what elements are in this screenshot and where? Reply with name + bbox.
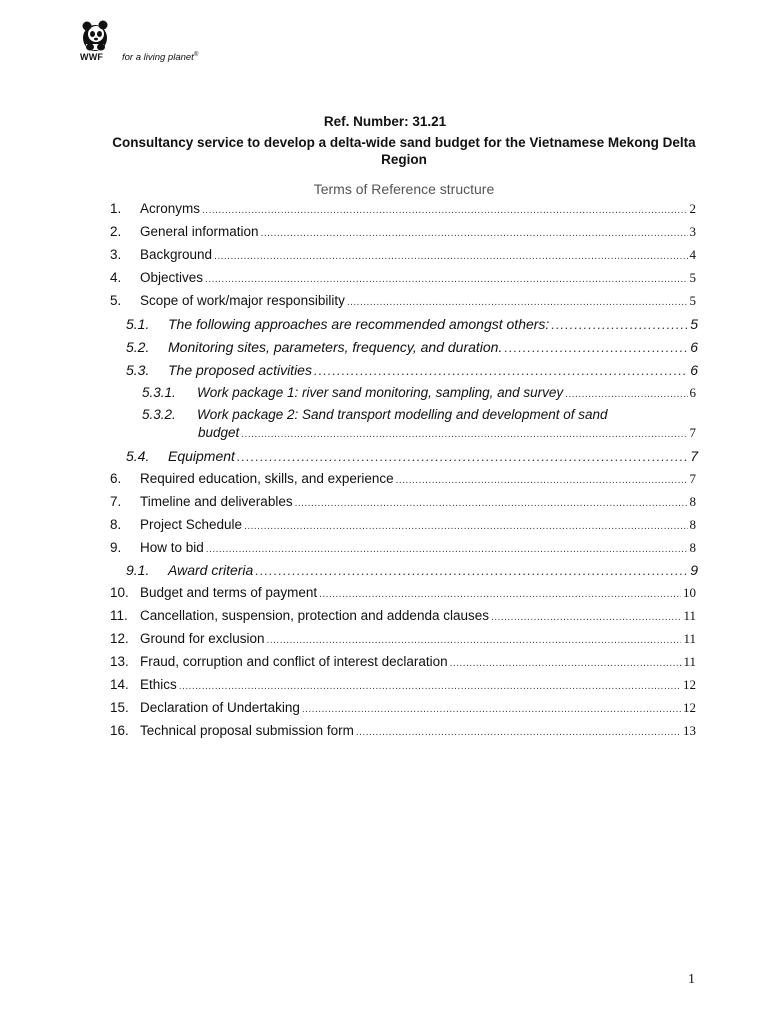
- document-title: Consultancy service to develop a delta-wide sand budget for the Vietnamese Mekong Delta Region: [112, 135, 696, 167]
- toc-entry-label: General information: [140, 224, 259, 239]
- toc-entry-label: The following approaches are recommended amongst others:: [168, 316, 550, 332]
- ref-number: Ref. Number: 31.21: [323, 114, 447, 129]
- toc-entry[interactable]: 9.1. Award criteria ..... 9: [126, 562, 698, 578]
- toc-entry[interactable]: 7. Timeline and deliverables ..... 8: [110, 494, 696, 510]
- tagline: for a living planet®: [122, 52, 199, 64]
- toc-entry-label: Timeline and deliverables: [140, 494, 293, 509]
- toc-entry-label: Objectives: [140, 270, 204, 285]
- toc-entry-label: The proposed activities: [168, 362, 312, 378]
- toc-entry[interactable]: 5. Scope of work/major responsibility ..... 5: [110, 293, 696, 309]
- toc-entry-page: 7: [689, 471, 696, 486]
- toc-entry[interactable]: 10. Budget and terms of payment ..... 10: [110, 585, 696, 601]
- toc-entry[interactable]: 5.3.2. Work package 2: Sand transport modelling and development of sand: [142, 407, 608, 422]
- toc-entry-label: Budget and terms of payment: [140, 585, 318, 600]
- toc-entry-label: Award criteria: [168, 562, 254, 578]
- toc-entry-label: How to bid: [140, 540, 204, 555]
- toc-entry-label: Acronyms: [140, 201, 201, 216]
- panda-icon: [80, 20, 110, 52]
- toc-entry-page: 4: [689, 247, 696, 262]
- toc-entry-page: 7: [690, 448, 698, 464]
- toc-entry[interactable]: 5.2. Monitoring sites, parameters, frequency, and duration. ..... 6: [126, 339, 698, 355]
- toc-entry[interactable]: 4. Objectives ..... 5: [110, 270, 696, 286]
- toc-entry-page: 11: [683, 608, 696, 623]
- toc-entry-label: Scope of work/major responsibility: [140, 293, 345, 308]
- toc-entry-label: Project Schedule: [140, 517, 243, 532]
- toc-entry-page: 6: [690, 362, 698, 378]
- toc-entry-label: budget: [198, 425, 240, 440]
- toc-entry[interactable]: 13. Fraud, corruption and conflict of interest declaration ..... 11: [110, 654, 696, 670]
- wwf-logo: [80, 20, 220, 66]
- toc-heading: Terms of Reference structure: [313, 181, 495, 197]
- toc-entry[interactable]: 14. Ethics ..... 12: [110, 677, 696, 693]
- toc-entry-label: Ethics: [140, 677, 177, 692]
- toc-entry[interactable]: 5.3. The proposed activities ..... 6: [126, 362, 698, 378]
- toc-entry-label: Work package 2: Sand transport modelling and development of sand: [197, 407, 608, 422]
- toc-entry[interactable]: 5.4. Equipment ..... 7: [126, 448, 698, 464]
- toc-entry[interactable]: 1. Acronyms ..... 2: [110, 201, 696, 217]
- toc-entry[interactable]: 3. Background ..... 4: [110, 247, 696, 263]
- toc-entry-page: 9: [690, 562, 698, 578]
- toc-entry-label: Required education, skills, and experience: [140, 471, 394, 486]
- toc-entry[interactable]: 6. Required education, skills, and experience ..... 7: [110, 471, 696, 487]
- toc-entry-label: Technical proposal submission form: [140, 723, 354, 738]
- toc-entry-label: Cancellation, suspension, protection and addenda clauses: [140, 608, 489, 623]
- toc-entry[interactable]: 16. Technical proposal submission form ..... 13: [110, 723, 696, 739]
- toc-entry-page: 3: [689, 224, 696, 239]
- toc-entry[interactable]: 15. Declaration of Undertaking ..... 12: [110, 700, 696, 716]
- toc-entry-page: 12: [683, 677, 696, 692]
- toc-entry-page: 6: [689, 385, 696, 400]
- toc-entry-page: 11: [683, 654, 696, 669]
- toc-entry-page: 11: [683, 631, 696, 646]
- toc-entry-label: Declaration of Undertaking: [140, 700, 300, 715]
- toc-entry[interactable]: 5.3.1. Work package 1: river sand monitoring, sampling, and survey ..... 6: [142, 385, 696, 401]
- toc-entry-page: 5: [690, 316, 698, 332]
- toc-entry-label: Equipment: [168, 448, 235, 464]
- toc-entry-label: Ground for exclusion: [140, 631, 265, 646]
- toc-entry[interactable]: 5.1. The following approaches are recommended amongst others: ..... 5: [126, 316, 698, 332]
- toc-entry-label: Monitoring sites, parameters, frequency, and duration.: [168, 339, 503, 355]
- toc-entry[interactable]: 12. Ground for exclusion ..... 11: [110, 631, 696, 647]
- toc-entry-label: Work package 1: river sand monitoring, sampling, and survey: [197, 385, 564, 400]
- toc-entry-page: 7: [689, 425, 696, 440]
- toc-entry[interactable]: 2. General information ..... 3: [110, 224, 696, 240]
- toc-entry-page: 8: [689, 540, 696, 555]
- brand-name: WWF: [80, 52, 104, 62]
- toc-entry[interactable]: 11. Cancellation, suspension, protection and addenda clauses ..... 11: [110, 608, 696, 624]
- toc-entry-page: 5: [689, 270, 696, 285]
- toc-entry-page: 13: [683, 723, 696, 738]
- toc-entry-label: Fraud, corruption and conflict of interest declaration: [140, 654, 448, 669]
- toc-entry-page: 2: [689, 201, 696, 216]
- toc-entry[interactable]: 9. How to bid ..... 8: [110, 540, 696, 556]
- page-number: 1: [688, 972, 695, 987]
- toc-entry-page: 8: [689, 494, 696, 509]
- toc-entry-page: 8: [689, 517, 696, 532]
- toc-entry-page: 5: [689, 293, 696, 308]
- toc-entry[interactable]: 8. Project Schedule ..... 8: [110, 517, 696, 533]
- toc-entry-continuation[interactable]: [198, 425, 696, 441]
- toc-entry-page: 6: [690, 339, 698, 355]
- toc-entry-label: Background: [140, 247, 213, 262]
- toc-entry-page: 12: [683, 700, 696, 715]
- toc-entry-page: 10: [683, 585, 696, 600]
